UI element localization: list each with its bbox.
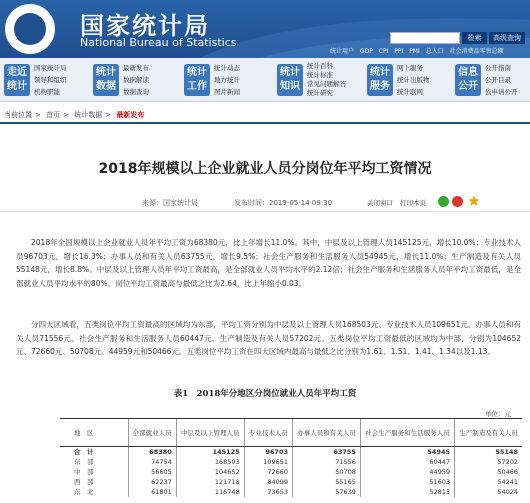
table-cell: 55165 — [293, 477, 361, 487]
table-cell: 54945 — [360, 447, 454, 457]
quick-link[interactable]: PPI — [394, 48, 404, 55]
article-paragraph: 2018年全国规模以上企业就业人员年平均工资为68380元，比上年增长11.0%。其中，中层及以上管理人员145125元，增长10.0%；专业技术人员96703元，增长16.3%；办事人员和有关人员63755元，增长9.5%；社会生产服务和生活服务人员54945元，增长11.0%；生产制造及有关人员55148元，增长8.8%。中层及以上管理人员年平均工资最高，是全部就业人员平均水平的2.12倍；社会生产服务和生活服务人员年平均工资最低，是全部就业人员平均水平的80%。岗位平均工资最高与最低之比为2.64，比上年缩小0.03。 — [16, 238, 521, 288]
weibo-share-icon[interactable] — [452, 196, 463, 207]
quick-link[interactable]: 总人口 — [425, 48, 444, 55]
article-date: 发布时间：2019-05-14 09:30 — [234, 199, 333, 207]
table-cell: 168503 — [176, 457, 244, 467]
table-header-row — [60, 419, 522, 447]
nav-link[interactable]: 统计研究 — [307, 89, 333, 97]
table-cell: 68380 — [128, 447, 176, 457]
table-cell: 72660 — [244, 467, 292, 477]
table-cell: 121718 — [176, 477, 244, 487]
star-favorite-icon[interactable] — [468, 195, 480, 207]
table-cell: 63755 — [293, 447, 361, 457]
header-cell: 办事人员和有关人员 — [293, 419, 361, 447]
table-cell: 东 部 — [74, 458, 94, 466]
table-cell: 109651 — [244, 457, 292, 467]
header-cell: 全部就业人员 — [128, 419, 176, 447]
table-cell: 54241 — [455, 477, 522, 487]
nav-link[interactable]: 数据解读 — [123, 76, 149, 84]
nav-link[interactable]: 网上服务 — [397, 64, 423, 72]
header-cell: 地 区 — [60, 419, 128, 447]
quick-link[interactable]: 社会消费品零售总额 — [449, 48, 504, 55]
breadcrumb-current[interactable]: 最新发布 — [116, 111, 145, 119]
nav-link[interactable]: 图片新闻 — [214, 88, 240, 96]
close-window-link[interactable]: 关闭窗口 — [367, 199, 393, 207]
quick-link[interactable]: CPI — [378, 48, 389, 55]
header-cell: 社会生产服务和生活服务人员 — [360, 419, 454, 447]
table-cell: 东 北 — [74, 488, 94, 496]
print-page-link[interactable]: 打印本页 — [400, 199, 426, 207]
nav-link[interactable]: 国家统计局 — [34, 64, 67, 72]
nav-badge-data[interactable]: 统计数据 — [93, 64, 119, 96]
table-cell: 73653 — [244, 487, 292, 497]
table-cell: 50466 — [455, 467, 522, 477]
nbs-logo[interactable] — [5, 4, 55, 54]
breadcrumb-data[interactable]: 统计数据 — [74, 111, 103, 119]
table-cell: 62237 — [128, 477, 176, 487]
table-cell: 合 计 — [74, 448, 94, 457]
search-input[interactable] — [390, 32, 460, 44]
table-title: 表1 2018年分地区分岗位就业人员年平均工资 — [173, 389, 357, 399]
nav-link[interactable]: 统计百科 — [307, 62, 333, 70]
site-title-en: National Bureau of Statistics — [80, 36, 237, 49]
table-cell: 57202 — [455, 457, 522, 467]
table-cell: 52813 — [360, 487, 454, 497]
site-header — [0, 0, 530, 58]
table-cell: 61801 — [128, 487, 176, 497]
table-row — [60, 457, 522, 467]
nav-link[interactable]: 统计联网 — [397, 88, 423, 96]
nav-link[interactable]: 公开目录 — [485, 76, 511, 84]
article-title: 2018年规模以上企业就业人员分岗位年平均工资情况 — [98, 161, 432, 177]
nav-badge-about[interactable]: 走近统计 — [4, 64, 30, 96]
table-row — [60, 447, 522, 457]
header-cell: 生产制造及有关人员 — [455, 419, 522, 447]
table-row — [60, 477, 522, 487]
table-cell: 44959 — [360, 467, 454, 477]
nav-link[interactable]: 统计标准 — [307, 71, 333, 79]
nav-badge-work[interactable]: 统计工作 — [184, 64, 210, 96]
nav-link[interactable]: 常见问题解答 — [307, 80, 346, 88]
article-meta — [0, 196, 530, 212]
article-source: 来源：国家统计局 — [142, 199, 198, 207]
nav-link[interactable]: 机构职能 — [34, 88, 60, 96]
nav-link[interactable]: 地方统计 — [214, 76, 240, 84]
nav-badge-disclosure[interactable]: 信息公开 — [455, 64, 481, 96]
breadcrumb-label: 当前位置 — [4, 111, 32, 119]
wage-table — [60, 418, 522, 497]
table-row — [60, 467, 522, 477]
table-row — [60, 487, 522, 497]
table-cell: 56605 — [128, 467, 176, 477]
quick-links — [330, 46, 508, 55]
header-cell: 中层及以上管理人员 — [176, 419, 244, 447]
nav-link[interactable]: 公开指南 — [485, 64, 511, 72]
table-cell: 60447 — [360, 457, 454, 467]
quick-link[interactable]: GDP — [359, 48, 373, 55]
advanced-search-button[interactable]: 高级查询 — [489, 32, 525, 44]
site-title-cn: 国家统计局 — [80, 11, 210, 40]
table-cell: 54024 — [455, 487, 522, 497]
table-unit: 单位：元 — [485, 410, 511, 418]
nav-badge-knowledge[interactable]: 统计知识 — [277, 64, 303, 96]
nav-link[interactable]: 统计动态 — [214, 64, 240, 72]
nav-link[interactable]: 领导和组织 — [34, 76, 67, 84]
table-cell: 西 部 — [74, 478, 94, 486]
table-cell: 71556 — [293, 457, 361, 467]
quick-link[interactable]: 统计用户 — [330, 48, 355, 55]
nav-badge-service[interactable]: 统计服务 — [367, 64, 393, 96]
article-paragraph: 分四大区域看，五类岗位平均工资最高的区域均为东部，平均工资分别为中层及以上管理人员168503元、专业技术人员109651元、办事人员和有关人员71556元、社会生产服务和生活服务人员60447元、生产制造及有关人员57202元。五类岗位平均工资最低的区域均为中部，分别为104652元、72660元、50708元、44959元和50466元。五类岗位平均工资在四大区域内最高与最低之比分别为1.61、1.51、1.41、1.34以及1.13。 — [16, 320, 521, 356]
nav-link[interactable]: 数据查询 — [123, 88, 149, 96]
breadcrumb: 当前位置 > 首页 > 统计数据 > 最新发布 — [0, 110, 530, 124]
breadcrumb-home[interactable]: 首页 — [46, 111, 61, 119]
table-cell: 84099 — [244, 477, 292, 487]
nav-link[interactable]: 统计出版物 — [397, 76, 430, 84]
search-button[interactable]: 检索 — [462, 32, 487, 44]
table-cell: 50708 — [293, 467, 361, 477]
header-cell: 专业技术人员 — [244, 419, 292, 447]
table-cell: 116748 — [176, 487, 244, 497]
table-cell: 104652 — [176, 467, 244, 477]
table-cell: 96703 — [244, 447, 292, 457]
nav-link[interactable]: 最新发布 — [123, 64, 149, 72]
nav-link[interactable]: 依申请公开 — [485, 88, 518, 96]
main-nav — [0, 58, 530, 102]
table-cell: 55148 — [455, 447, 522, 457]
wechat-share-icon[interactable] — [438, 196, 449, 207]
table-cell: 145125 — [176, 447, 244, 457]
quick-link[interactable]: PMI — [409, 48, 420, 55]
table-cell: 57639 — [293, 487, 361, 497]
table-cell: 51603 — [360, 477, 454, 487]
table-cell: 中 部 — [74, 468, 94, 476]
table-cell: 74754 — [128, 457, 176, 467]
